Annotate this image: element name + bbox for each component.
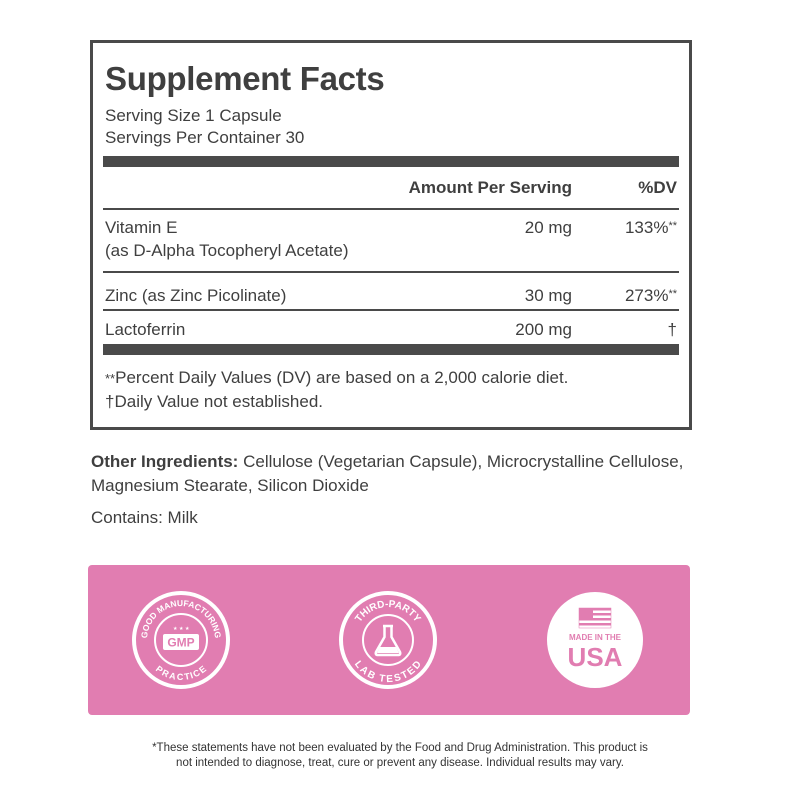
nutrient-amount: 20 mg xyxy=(524,218,572,237)
flask-icon xyxy=(338,590,438,690)
dv-footnote-mark: ** xyxy=(668,288,677,300)
svg-text:★: ★ xyxy=(173,626,178,632)
dv-footnote-mark: ** xyxy=(668,220,677,232)
footnote-mark: † xyxy=(105,392,115,411)
lab-bottom-text: LAB TESTED xyxy=(352,659,424,686)
nutrient-name: Zinc (as Zinc Picolinate) xyxy=(105,286,287,305)
amount-header: Amount Per Serving xyxy=(408,177,572,197)
certification-banner xyxy=(88,565,690,715)
panel-title: Supplement Facts xyxy=(105,60,385,97)
thick-divider xyxy=(103,344,679,355)
nutrient-row xyxy=(105,273,677,309)
allergen-statement: Contains: Milk xyxy=(91,508,198,527)
svg-text:★: ★ xyxy=(185,626,190,632)
footnote-dagger: †Daily Value not established. xyxy=(105,392,324,411)
supplement-facts-panel xyxy=(90,40,692,430)
other-ingredients-text: Cellulose (Vegetarian Capsule), Microcrystalline Cellulose, Magnesium Stearate, Silicon Dioxide xyxy=(91,452,684,495)
nutrient-amount: 30 mg xyxy=(524,286,572,305)
servings-per-container: Servings Per Container 30 xyxy=(105,128,305,147)
footnote-mark: ** xyxy=(105,371,116,386)
footnote-dv: **Percent Daily Values (DV) are based on a 2,000 calorie diet. xyxy=(105,368,569,387)
thick-divider xyxy=(103,156,679,167)
lab-top-text: THIRD-PARTY xyxy=(353,598,423,625)
usa-top-text: MADE IN THE xyxy=(569,633,621,642)
us-flag-icon xyxy=(545,590,645,690)
svg-text:★: ★ xyxy=(179,626,184,632)
nutrient-source: (as D-Alpha Tocopheryl Acetate) xyxy=(105,241,349,260)
disclaimer-line: not intended to diagnose, treat, cure or prevent any disease. Individual results may vary. xyxy=(176,757,624,769)
nutrient-dv: 133%** xyxy=(624,218,677,237)
disclaimer-line: *These statements have not been evaluated by the Food and Drug Administration. This product is xyxy=(152,742,648,754)
nutrient-row xyxy=(105,210,677,271)
fda-disclaimer xyxy=(0,741,800,771)
usa-center-text: USA xyxy=(567,642,623,672)
nutrient-name: Lactoferrin xyxy=(105,320,186,339)
column-header-row xyxy=(105,167,677,208)
nutrient-row xyxy=(105,311,677,344)
gmp-bottom-text: PRACTICE xyxy=(153,663,209,683)
other-ingredients xyxy=(91,450,701,498)
dv-header: %DV xyxy=(638,177,677,197)
gmp-seal-icon xyxy=(131,590,231,690)
serving-size: Serving Size 1 Capsule xyxy=(105,106,282,125)
svg-text:THIRD-PARTY xyxy=(353,599,422,625)
nutrient-amount: 200 mg xyxy=(515,320,572,339)
nutrient-name: Vitamin E xyxy=(105,218,178,237)
gmp-top-text: GOOD MANUFACTURING xyxy=(138,597,224,639)
nutrient-dv xyxy=(572,318,677,341)
nutrient-dv: 273%** xyxy=(624,286,677,305)
dv-footnote-mark: † xyxy=(667,320,677,339)
other-ingredients-label: Other Ingredients: xyxy=(91,452,239,471)
gmp-center-text: GMP xyxy=(167,635,195,650)
